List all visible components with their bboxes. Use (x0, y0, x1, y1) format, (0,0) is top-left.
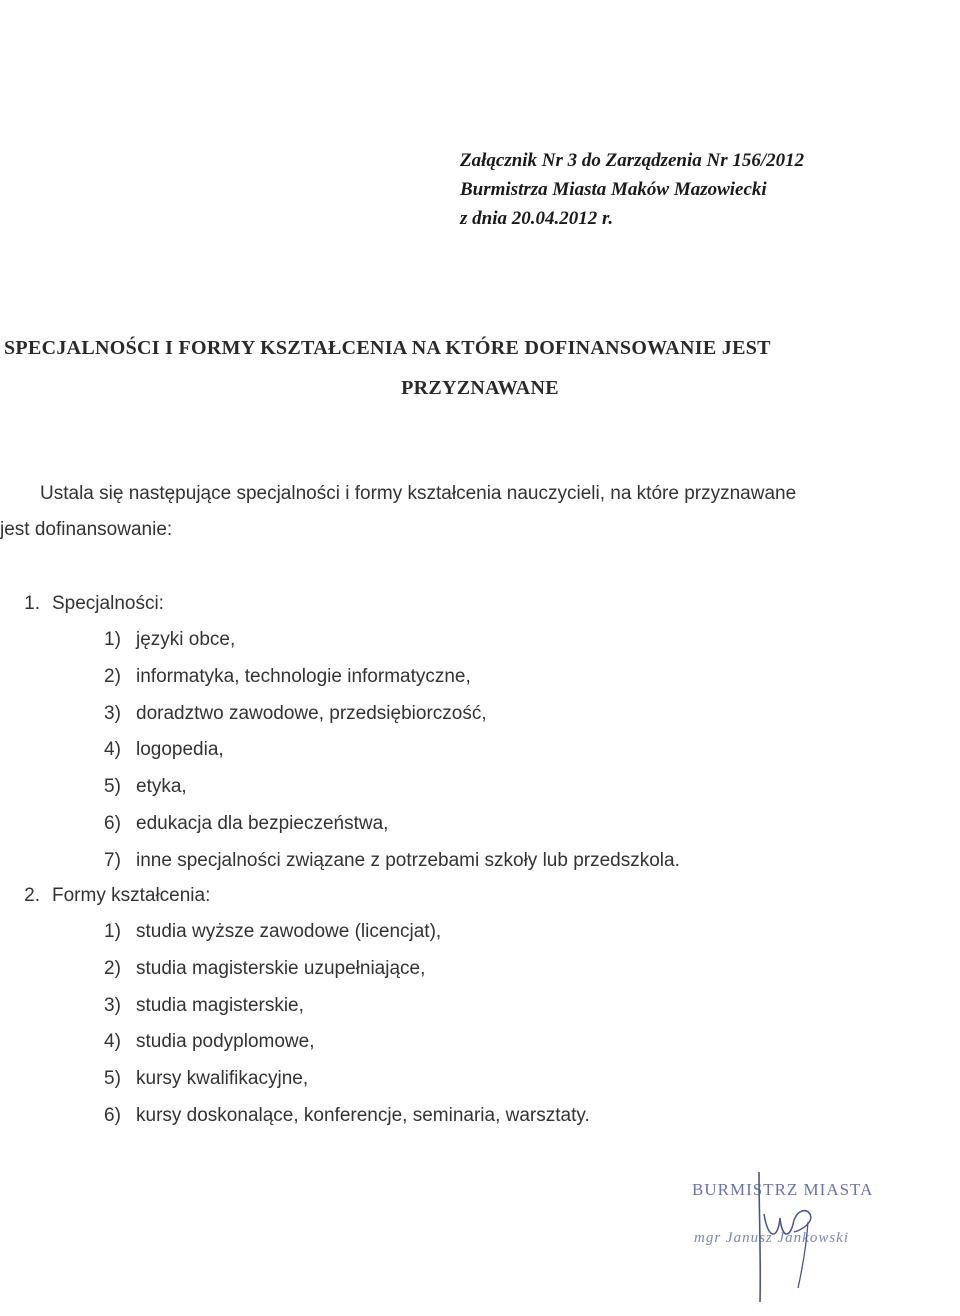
list-item-text: kursy kwalifikacyjne, (136, 1068, 309, 1090)
list-item-text: studia magisterskie, (136, 994, 304, 1016)
list-item (104, 622, 960, 659)
signature-tail-stroke (798, 1222, 808, 1288)
list-item (104, 696, 960, 733)
list-item (104, 659, 960, 696)
list-item-number: 4) (104, 739, 121, 761)
list-item-number: 3) (104, 702, 121, 724)
section-number: 2. (24, 885, 40, 906)
attachment-header (460, 146, 900, 233)
list-item-number: 6) (104, 812, 121, 834)
handwritten-signature (690, 1170, 920, 1310)
list-item (104, 732, 960, 769)
list-item (104, 988, 960, 1025)
section-heading (0, 586, 960, 622)
list-item-text: studia podyplomowe, (136, 1031, 315, 1053)
section-number: 1. (24, 593, 40, 614)
list-item-number: 1) (104, 921, 121, 942)
intro-paragraph (0, 476, 950, 548)
list-item-text: studia magisterskie uzupełniające, (136, 957, 426, 979)
intro-line-2: jest dofinansowanie: (0, 519, 173, 540)
list-item-text: logopedia, (136, 739, 224, 761)
list-item-text: kursy doskonalące, konferencje, seminaria, warsztaty. (136, 1104, 590, 1126)
section-training-forms (0, 878, 960, 1135)
section-heading (0, 878, 960, 914)
list-item-number: 2) (104, 957, 121, 979)
document-title-line-1: SPECJALNOŚCI I FORMY KSZTAŁCENIA NA KTÓRE DOFINANSOWANIE JEST (4, 337, 771, 359)
document-title-line-2: PRZYZNAWANE (401, 377, 559, 399)
list-item (104, 1098, 960, 1135)
list-item-number: 5) (104, 776, 121, 798)
stamp-name: mgr Janusz Jankowski (694, 1230, 849, 1246)
list-item-number: 3) (104, 994, 121, 1016)
list-item-text: inne specjalności związane z potrzebami szkoły lub przedszkola. (136, 849, 680, 871)
attachment-header-line-2: Burmistrza Miasta Maków Mazowiecki (460, 179, 767, 200)
list-item (104, 1024, 960, 1061)
list-item (104, 1061, 960, 1098)
list-item-text: języki obce, (136, 629, 236, 650)
list-item-text: etyka, (136, 776, 187, 798)
mayor-stamp (690, 1170, 920, 1310)
signature-vertical-stroke (759, 1172, 760, 1302)
list-item-number: 5) (104, 1068, 121, 1090)
list-item-text: edukacja dla bezpieczeństwa, (136, 812, 389, 834)
list-item (104, 843, 960, 880)
stamp-title: BURMISTRZ MIASTA (692, 1180, 874, 1199)
attachment-header-line-1: Załącznik Nr 3 do Zarządzenia Nr 156/2012 (460, 150, 805, 171)
list-item-number: 6) (104, 1104, 121, 1126)
attachment-header-line-3: z dnia 20.04.2012 r. (460, 208, 614, 229)
specialties-list (104, 622, 960, 880)
list-item-number: 1) (104, 629, 121, 650)
intro-line-1: Ustala się następujące specjalności i formy kształcenia nauczycieli, na które przyznawane (40, 483, 797, 504)
list-item (104, 769, 960, 806)
list-item (104, 806, 960, 843)
list-item-text: informatyka, technologie informatyczne, (136, 665, 471, 687)
list-item-number: 2) (104, 665, 121, 687)
section-specialties (0, 586, 960, 880)
signature-scribble (764, 1211, 811, 1234)
training-forms-list (104, 914, 960, 1135)
list-item (104, 914, 960, 951)
section-label: Specjalności: (52, 593, 164, 614)
list-item-text: doradztwo zawodowe, przedsiębiorczość, (136, 702, 487, 724)
list-item-number: 7) (104, 849, 121, 871)
document-title (0, 328, 960, 408)
section-label: Formy kształcenia: (52, 885, 211, 906)
list-item-number: 4) (104, 1031, 121, 1053)
list-item-text: studia wyższe zawodowe (licencjat), (136, 921, 442, 942)
list-item (104, 951, 960, 988)
